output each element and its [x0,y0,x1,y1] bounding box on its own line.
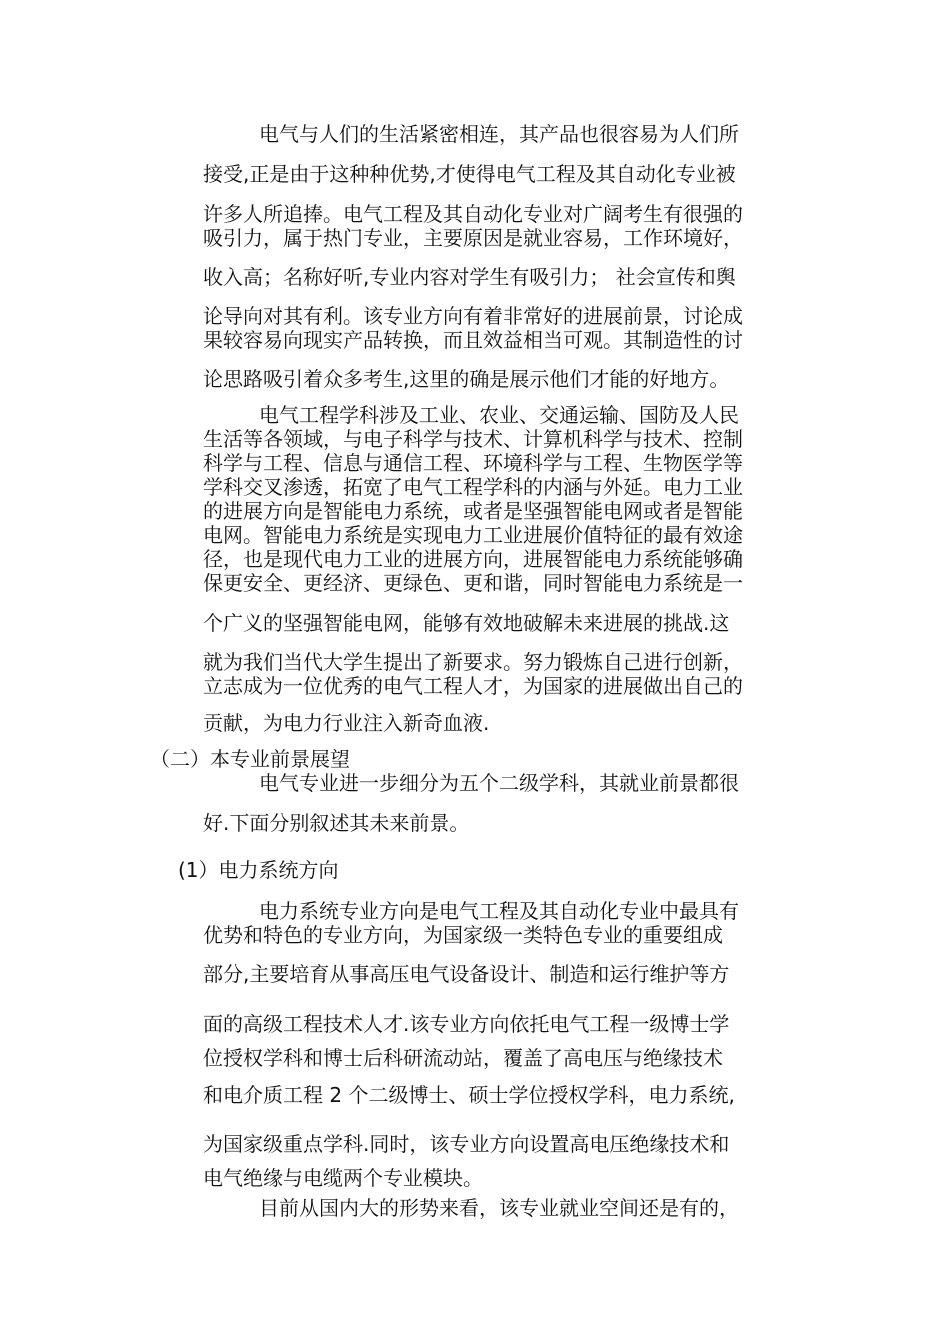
text-line: 许多人所追捧。电气工程及其自动化专业对广阔考生有很强的 [203,202,743,226]
text-line: 优势和特色的专业方向，为国家级一类特色专业的重要组成 [203,923,723,947]
text-line: 面的高级工程技术人才.该专业方向依托电气工程一级博士学 [203,1012,730,1036]
text-line: 论思路吸引着众多考生,这里的确是展示他们才能的好地方。 [203,367,730,391]
text-line: 径，也是现代电力工业的进展方向，进展智能电力系统能够确 [203,547,743,571]
text-line: 科学与工程、信息与通信工程、环境科学与工程、生物医学等 [203,451,743,475]
text-line: 接受,正是由于这种种优势,才使得电气工程及其自动化专业被 [203,162,736,186]
text-line: 目前从国内大的形势来看，该专业就业空间还是有的， [259,1196,739,1220]
text-line: 电气绝缘与电缆两个专业模块。 [203,1166,483,1190]
text-line: 论导向对其有利。该专业方向有着非常好的进展前景，讨论成 [203,304,743,328]
subsection-heading: (1）电力系统方向 [178,858,339,882]
text-line: 电力系统专业方向是电气工程及其自动化专业中最具有 [259,899,739,923]
text-line: 学科交叉渗透，拓宽了电气工程学科的内涵与外延。电力工业 [203,475,743,499]
text-line: 电气专业进一步细分为五个二级学科，其就业前景都很 [259,771,739,795]
text-line: 吸引力，属于热门专业，主要原因是就业容易，工作环境好， [203,226,743,250]
text-line: 贡献，为电力行业注入新奇血液. [203,711,490,735]
text-line: 就为我们当代大学生提出了新要求。努力锻炼自己进行创新， [203,650,743,674]
text-line: 部分,主要培育从事高压电气设备设计、制造和运行维护等方 [203,962,730,986]
text-line: 果较容易向现实产品转换，而且效益相当可观。其制造性的讨 [203,328,743,352]
text-line: 和电介质工程 2 个二级博士、硕士学位授权学科，电力系统, [203,1083,735,1107]
text-line: 收入高；名称好听,专业内容对学生有吸引力； 社会宣传和舆 [203,265,736,289]
text-line: 立志成为一位优秀的电气工程人才，为国家的进展做出自己的 [203,674,743,698]
section-heading: （二）本专业前景展望 [150,747,350,771]
text-line: 电气工程学科涉及工业、农业、交通运输、国防及人民 [259,403,739,427]
text-line: 电网。智能电力系统是实现电力工业进展价值特征的最有效途 [203,523,743,547]
text-line: 电气与人们的生活紧密相连，其产品也很容易为人们所 [259,122,739,146]
text-line: 位授权学科和博士后科研流动站，覆盖了高电压与绝缘技术 [203,1046,723,1070]
text-line: 保更安全、更经济、更绿色、更和谐，同时智能电力系统是一 [203,571,743,595]
text-line: 的进展方向是智能电力系统，或者是坚强智能电网或者是智能 [203,499,743,523]
text-line: 个广义的坚强智能电网，能够有效地破解未来进展的挑战.这 [203,611,730,635]
text-line: 好.下面分别叙述其未来前景。 [203,811,470,835]
text-line: 为国家级重点学科.同时，该专业方向设置高电压绝缘技术和 [203,1132,730,1156]
text-line: 生活等各领域，与电子科学与技术、计算机科学与技术、控制 [203,427,743,451]
